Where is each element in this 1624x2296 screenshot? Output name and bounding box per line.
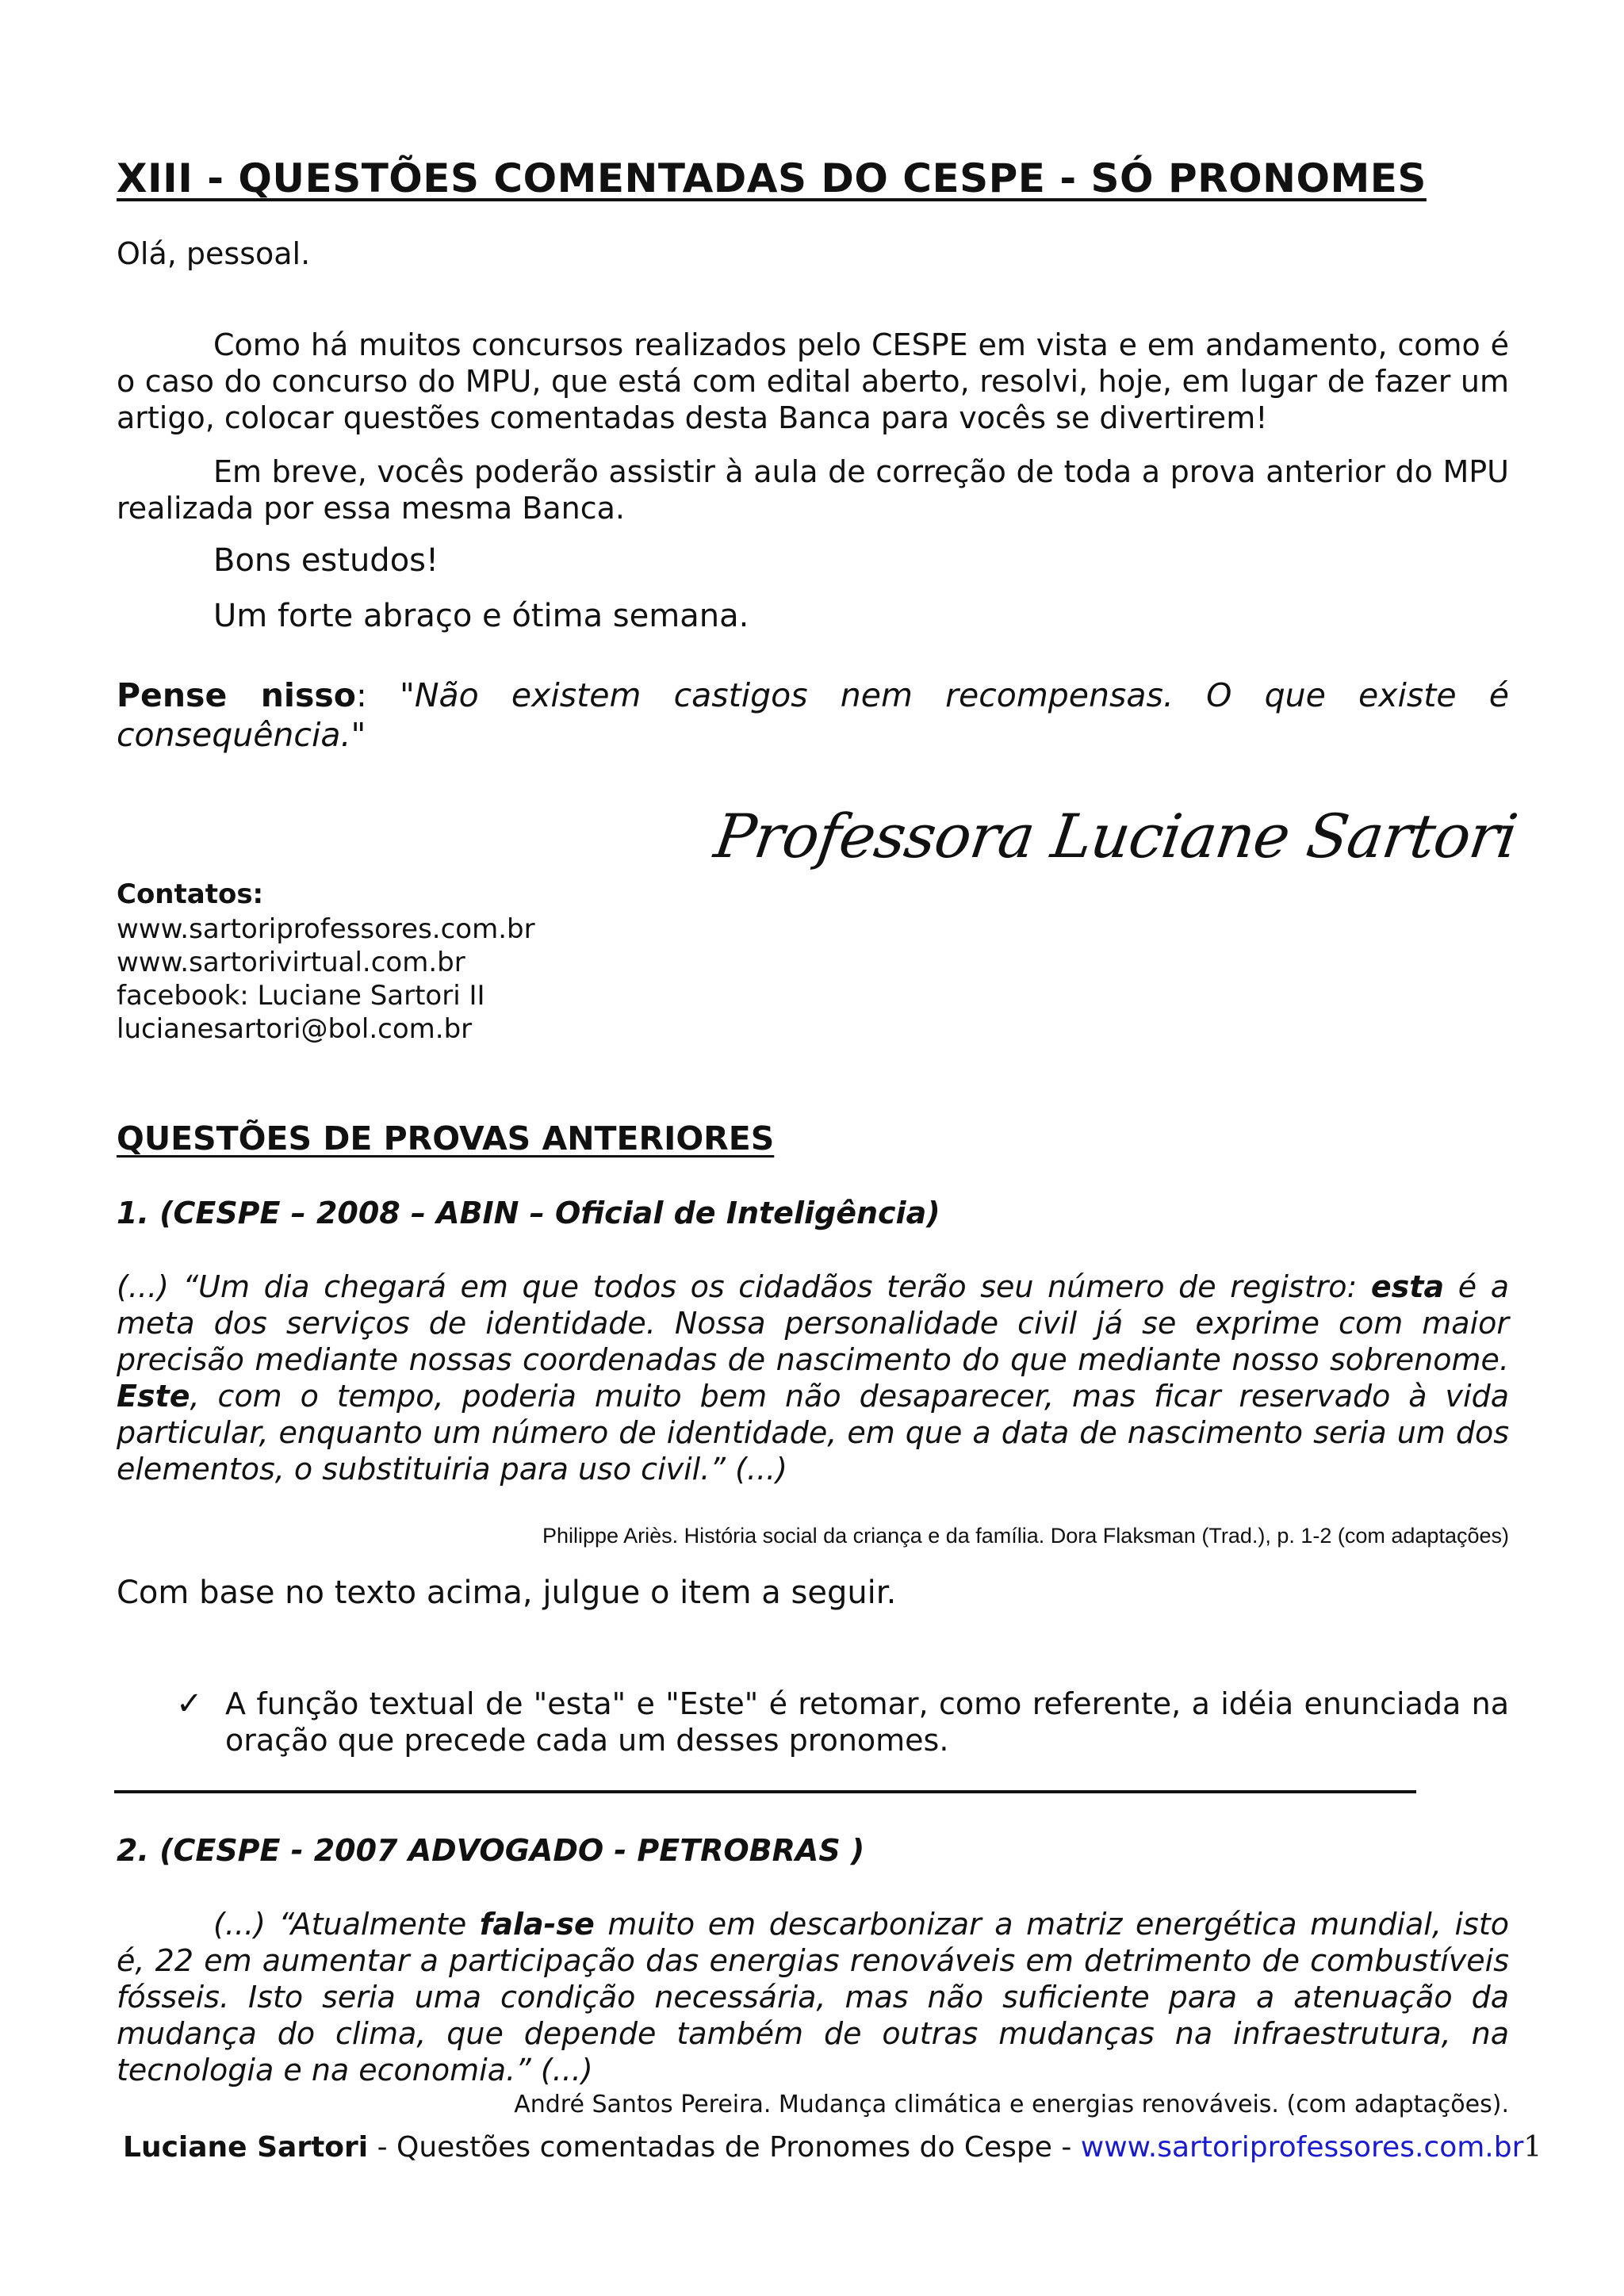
footer-text: - Questões comentadas de Pronomes do Cespe - [368,2131,1081,2164]
page-title: XIII - QUESTÕES COMENTADAS DO CESPE - SÓ PRONOMES [117,155,1427,201]
intro-paragraph-1: Como há muitos concursos realizados pelo CESPE em vista e em andamento, como é o caso do concurso do MPU, que está com edital aberto, resolvi, hoje, em lugar de fazer um artigo, colocar questões comentadas desta Banca para vocês se divertirem! [117,327,1509,435]
checkmark-icon: ✓ [176,1686,203,1722]
wish-line-2: Um forte abraço e ótima semana. [213,598,749,634]
contact-email[interactable]: lucianesartori@bol.com.br [117,1013,473,1045]
contact-website[interactable]: www.sartoriprofessores.com.br [117,913,535,945]
intro-paragraph-2: Em breve, vocês poderão assistir à aula de correção de toda a prova anterior do MPU realizada por essa mesma Banca. [117,454,1509,526]
question-1-text [117,1269,1509,1487]
question-2-text-part: (...) “Atualmente [213,1907,480,1942]
contacts-label: Contatos: [117,878,264,910]
question-1-heading: 1. (CESPE – 2008 – ABIN – Oficial de Inteligência) [117,1196,940,1230]
question-2-text [117,1906,1509,2088]
question-1-text-part: é a meta dos serviços de identidade. Nossa personalidade civil já se exprime com maior precisão mediante nossas coordenadas de nascimento do que mediante nosso sobrenome. [117,1269,1509,1377]
question-1-text-part: (...) “Um dia chegará em que todos os cidadãos terão seu número de registro: [117,1269,1371,1304]
question-1-instruction: Com base no texto acima, julgue o item a seguir. [117,1575,897,1611]
footer-author: Luciane Sartori [123,2131,369,2164]
question-2-heading: 2. (CESPE - 2007 ADVOGADO - PETROBRAS ) [117,1833,865,1868]
section-title: QUESTÕES DE PROVAS ANTERIORES [117,1119,775,1158]
question-2-bold-fala-se: fala-se [479,1907,595,1942]
question-1-item [176,1686,1509,1758]
page-number: 1 [1523,2131,1542,2164]
think-quote-text: "Não existem castigos nem recompensas. O que existe é consequência." [117,676,1509,754]
page-footer [123,2131,1542,2164]
signature: Professora Luciane Sartori [710,801,1522,871]
question-1-bold-este: Este [117,1379,190,1414]
think-colon: : [355,676,367,714]
contact-facebook: facebook: Luciane Sartori II [117,980,485,1012]
question-2-source: André Santos Pereira. Mudança climática e energias renováveis. (com adaptações). [514,2091,1509,2118]
footer-link[interactable]: www.sartoriprofessores.com.br [1080,2131,1524,2164]
question-2-text-part: muito em descarbonizar a matriz energética mundial, isto é, 22 em aumentar a participação das energias renováveis em detrimento de combustíveis fósseis. Isto seria uma condição necessária, mas não suficiente para a atenuação da mudança do clima, que depende também de outras mudanças na infraestrutura, na tecnologia e na economia.” (...) [117,1907,1509,2087]
divider [114,1790,1416,1793]
question-1-item-text: A função textual de "esta" e "Este" é retomar, como referente, a idéia enunciada na oração que precede cada um desses pronomes. [225,1686,1509,1758]
think-quote [117,675,1509,755]
contact-virtual-website[interactable]: www.sartorivirtual.com.br [117,947,465,978]
wish-line-1: Bons estudos! [213,542,439,579]
greeting: Olá, pessoal. [117,236,311,271]
think-label: Pense nisso [117,676,356,714]
question-1-bold-esta: esta [1370,1269,1445,1304]
question-1-text-part: , com o tempo, poderia muito bem não desaparecer, mas ficar reservado à vida particular, enquanto um número de identidade, em que a data de nascimento seria um dos elementos, o substituiria para uso civil.” (...) [117,1379,1509,1487]
question-1-source: Philippe Ariès. História social da criança e da família. Dora Flaksman (Trad.), p. 1-2 (com adaptações) [542,1524,1509,1548]
